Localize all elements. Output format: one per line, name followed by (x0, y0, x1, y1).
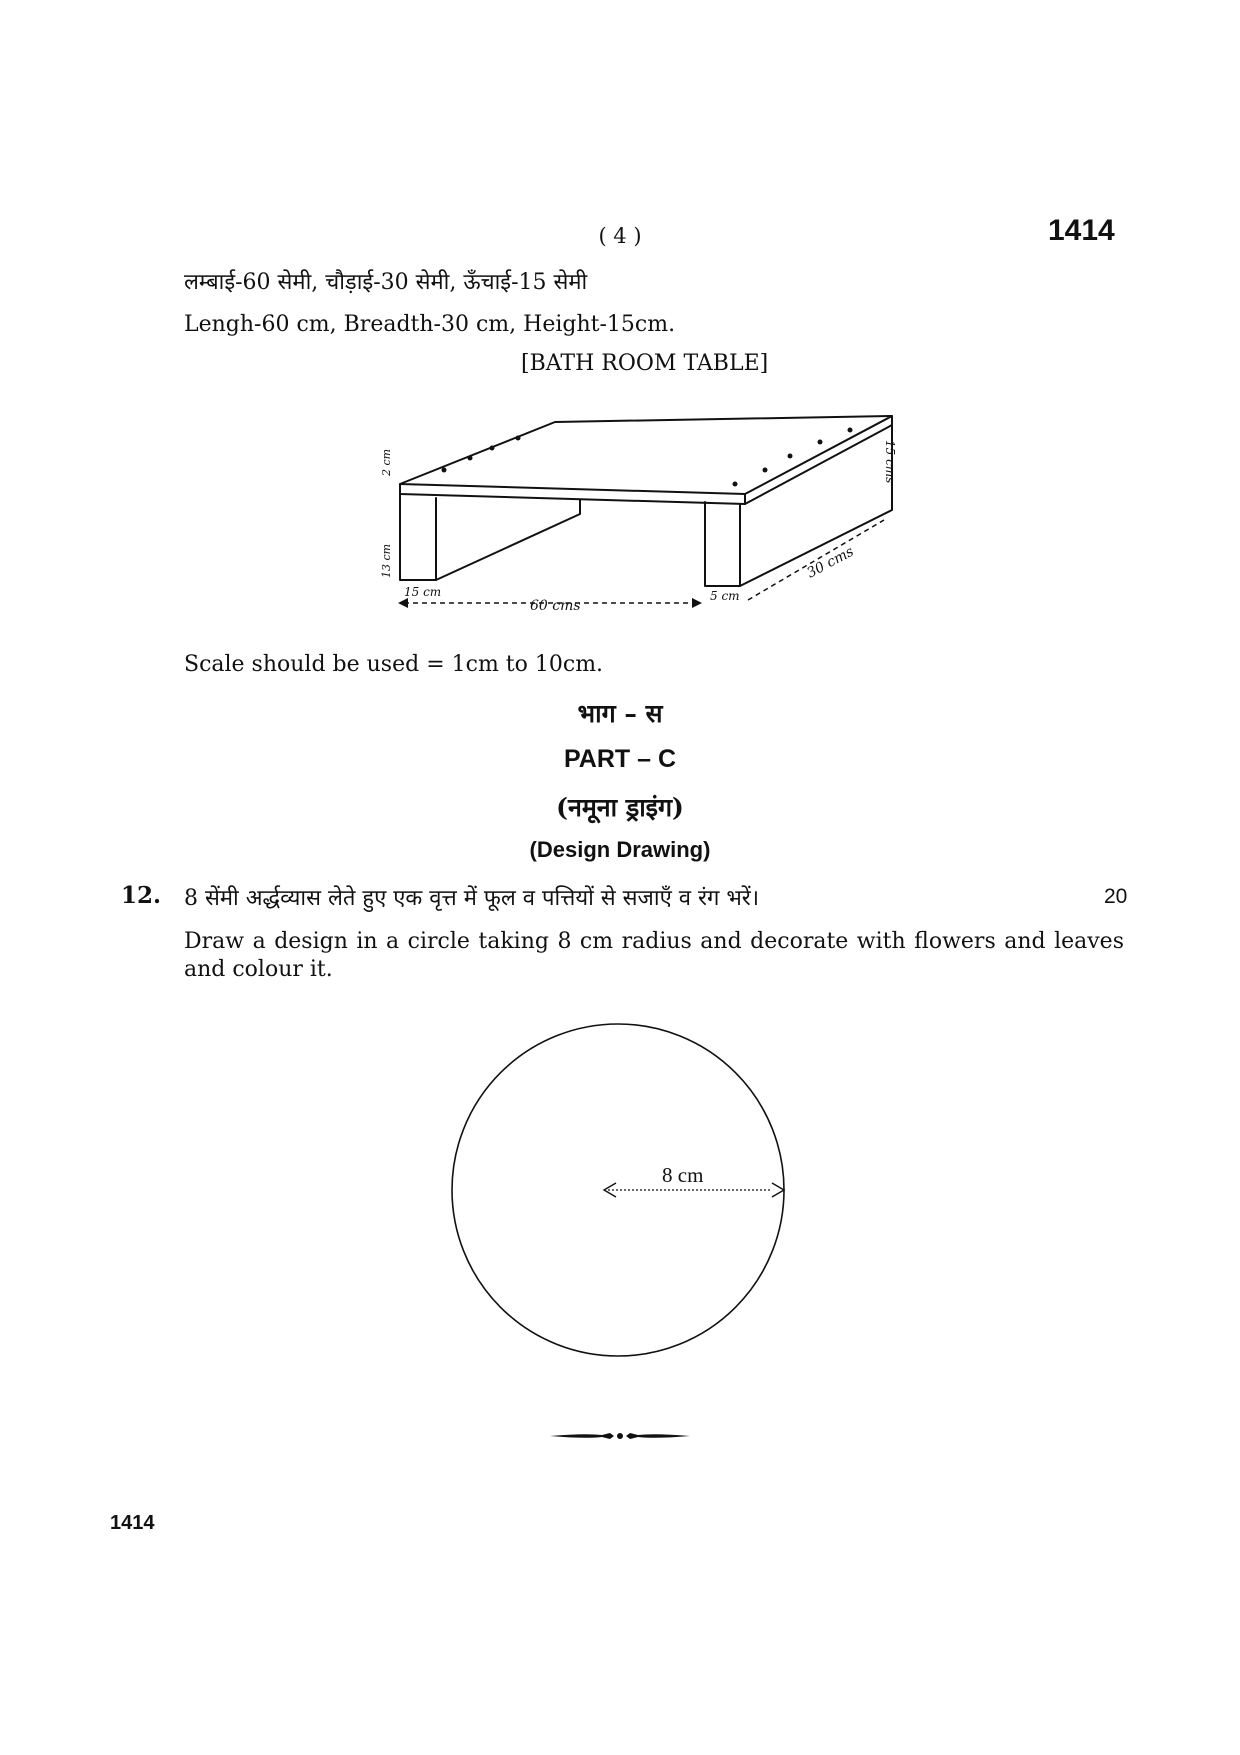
breadth-dimension-line (748, 520, 884, 600)
dimensions-hindi: लम्बाई-60 सेमी, चौड़ाई-30 सेमी, ऊँचाई-15 सेमी (184, 270, 588, 295)
question-text-english: Draw a design in a circle taking 8 cm radius and decorate with flowers and leaves and colour it. (184, 929, 1124, 982)
paper-code-top: 1414 (1048, 214, 1115, 247)
radius-arrow-right (772, 1183, 784, 1197)
radius-label: 8 cm (662, 1163, 704, 1187)
figure-caption: [BATH ROOM TABLE] (521, 351, 769, 376)
question-text-hindi: 8 सेंमी अर्द्धव्यास लेते हुए एक वृत्त में फूल व पत्तियों से सजाएँ व रंग भरें। (184, 886, 760, 911)
length-arrow-left (398, 598, 408, 608)
circle-design-figure (440, 1010, 800, 1370)
label-leg-width-front: 15 cm (404, 585, 442, 599)
part-subtitle-hindi: (नमूना ड्राइंग) (556, 793, 684, 822)
end-ornament (550, 1430, 690, 1442)
label-top-thickness: 2 cm (380, 448, 393, 476)
table-side-edge (745, 416, 892, 504)
label-breadth: 30 cms (804, 543, 857, 582)
label-height: 15 cms (883, 440, 897, 484)
dimensions-english: Lengh-60 cm, Breadth-30 cm, Height-15cm. (184, 312, 676, 337)
label-leg-width-side: 5 cm (710, 589, 740, 603)
label-length: 60 cms (530, 598, 581, 614)
question-number: 12. (121, 882, 162, 909)
part-title-english: PART – C (563, 745, 677, 773)
label-leg-height: 13 cm (380, 543, 393, 578)
table-right-leg (705, 502, 740, 586)
table-front-edge (400, 484, 745, 504)
length-arrow-right (692, 598, 702, 608)
part-subtitle-english: (Design Drawing) (529, 837, 711, 862)
bath-room-table-sketch (380, 400, 900, 640)
scale-note: Scale should be used = 1cm to 10cm. (184, 652, 604, 677)
table-left-leg (400, 494, 436, 580)
table-top-surface (400, 416, 892, 494)
page-number: ( 4 ) (598, 224, 642, 248)
part-title-hindi: भाग – स (577, 699, 663, 728)
paper-code-bottom: 1414 (110, 1512, 155, 1534)
table-top-dots (442, 428, 853, 487)
question-marks: 20 (1104, 885, 1128, 908)
